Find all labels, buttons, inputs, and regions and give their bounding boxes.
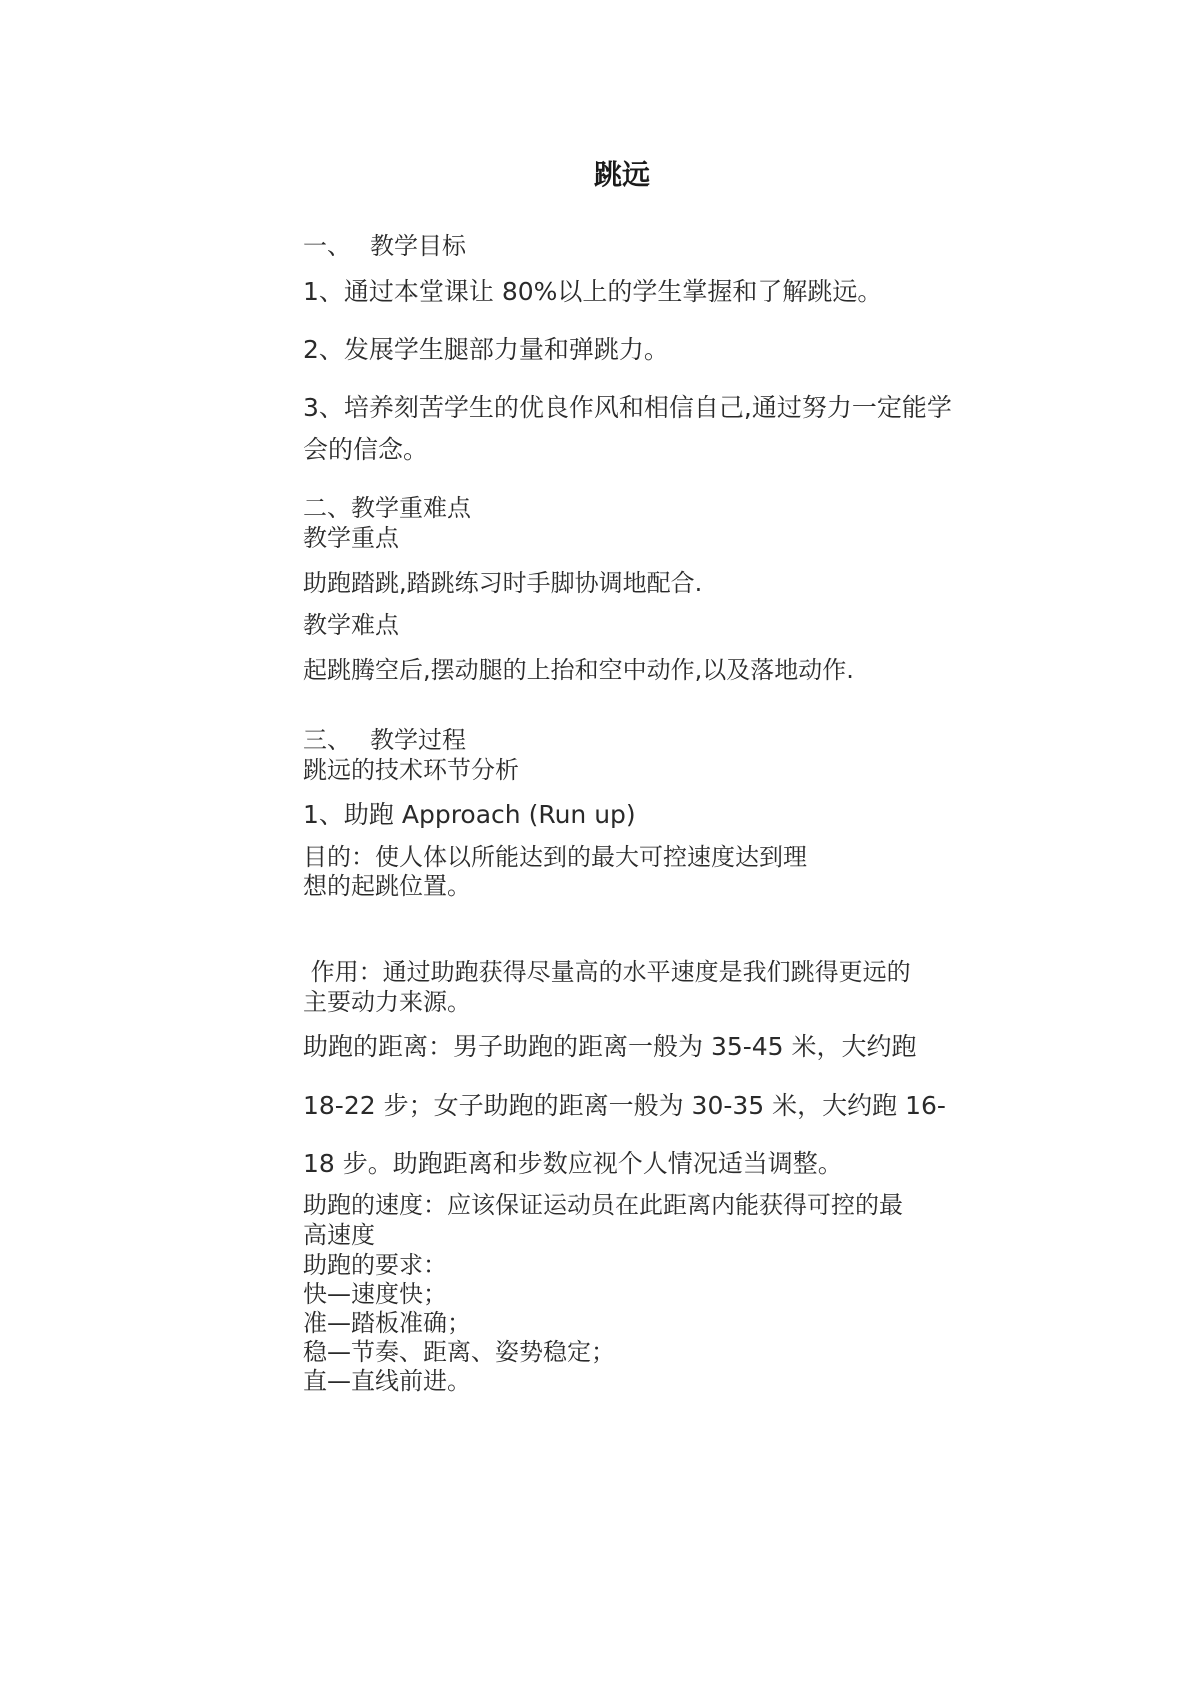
section3-heading [303,725,603,755]
section1-heading [303,231,603,261]
objective-item-3-line-1: 3、培养刻苦学生的优良作风和相信自己,通过努力一定能学 [303,393,952,422]
section3-number: 三、 [303,726,351,754]
section1-number: 一、 [303,232,351,260]
requirements-label: 助跑的要求： [303,1251,447,1279]
distance-line-2: 18-22 步；女子助跑的距离一般为 30-35 米，大约跑 16- [303,1091,946,1120]
key-point-text: 助跑踏跳,踏跳练习时手脚协调地配合. [303,569,703,597]
requirement-item: 快—速度快； [303,1280,447,1308]
difficulty-label: 教学难点 [303,611,399,639]
requirement-item: 直—直线前进。 [303,1367,471,1395]
distance-line-3: 18 步。助跑距离和步数应视个人情况适当调整。 [303,1149,843,1178]
analysis-title: 跳远的技术环节分析 [303,756,519,784]
requirement-item: 准—踏板准确； [303,1309,471,1337]
function-line-2: 主要动力来源。 [303,988,471,1016]
speed-line-1: 助跑的速度：应该保证运动员在此距离内能获得可控的最 [303,1191,903,1219]
section3-title: 教学过程 [370,726,466,754]
section2-heading: 二、教学重难点 [303,494,471,522]
objective-item-2: 2、发展学生腿部力量和弹跳力。 [303,335,669,364]
distance-line-1: 助跑的距离：男子助跑的距离一般为 35-45 米，大约跑 [303,1032,917,1061]
speed-line-2: 高速度 [303,1221,375,1249]
difficulty-text: 起跳腾空后,摆动腿的上抬和空中动作,以及落地动作. [303,656,854,684]
objective-item-3-line-2: 会的信念。 [303,435,429,464]
objective-item-1: 1、通过本堂课让 80%以上的学生掌握和了解跳远。 [303,277,883,306]
function-line-1: 作用：通过助跑获得尽量高的水平速度是我们跳得更远的 [303,958,911,986]
document-title: 跳远 [593,158,650,191]
purpose-line-1: 目的：使人体以所能达到的最大可控速度达到理 [303,843,807,871]
requirement-item: 稳—节奏、距离、姿势稳定； [303,1338,615,1366]
purpose-line-2: 想的起跳位置。 [303,872,471,900]
approach-heading: 1、助跑 Approach (Run up) [303,800,636,829]
section1-title: 教学目标 [370,232,466,260]
key-point-label: 教学重点 [303,524,399,552]
